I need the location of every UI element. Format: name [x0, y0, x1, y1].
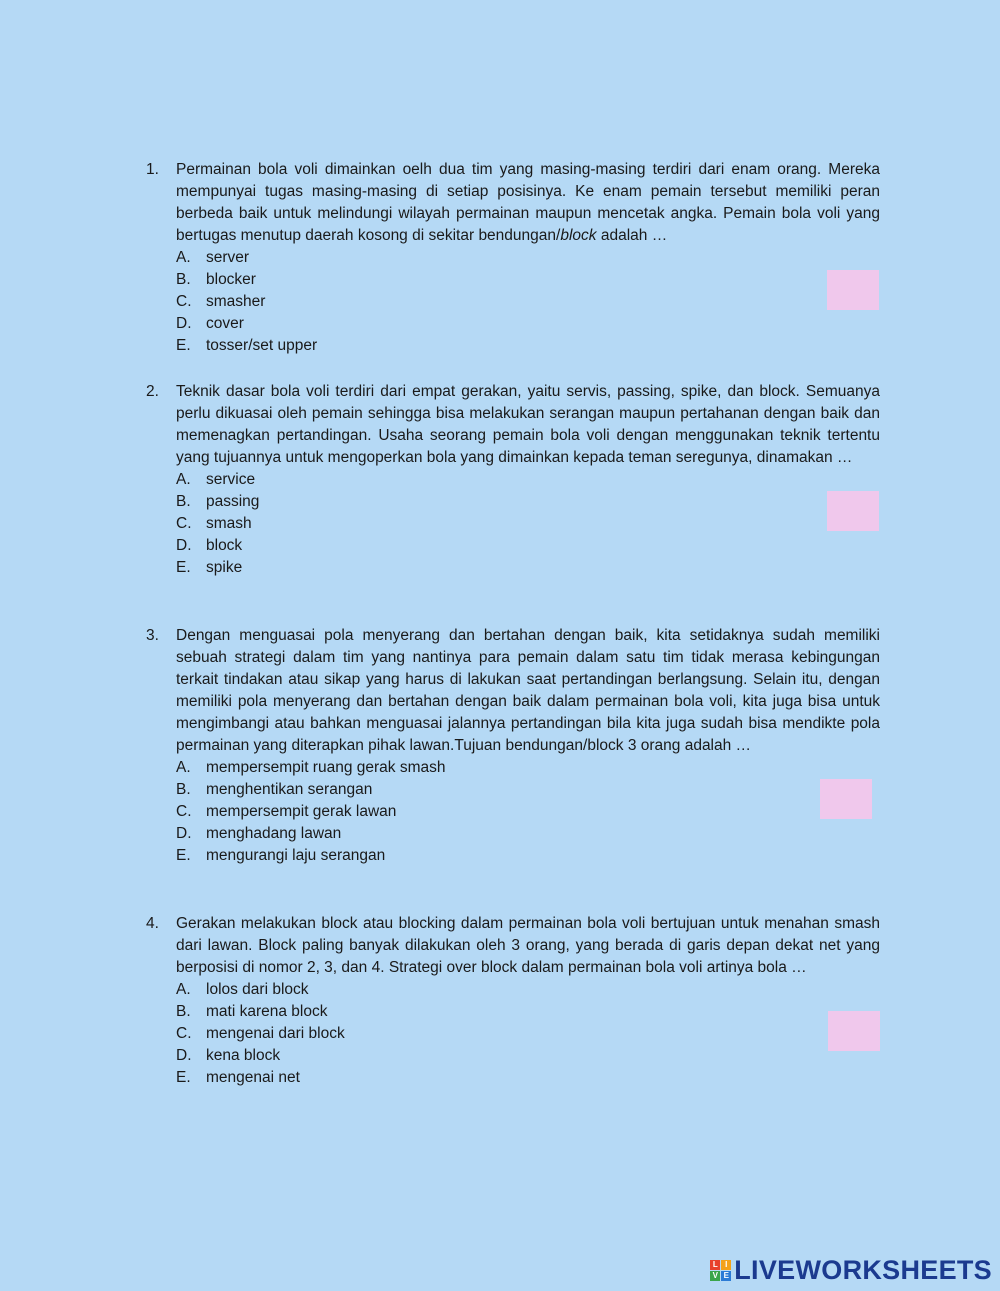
answer-input-3[interactable]: [820, 779, 872, 819]
options-list: [176, 469, 880, 579]
question-text: Teknik dasar bola voli terdiri dari empat gerakan, yaitu servis, passing, spike, dan block. Semuanya perlu dikuasai oleh pemain sehingga bisa melakukan serangan maupun pertahanan dengan baik dan memenagkan pertandingan. Usaha seorang pemain bola voli dengan menggunakan teknik tertentu yang tujuannya untuk mengoperkan bola yang dimainkan kepada teman seregunya, dinamakan …: [176, 383, 880, 466]
logo-grid-icon: L I V E: [710, 1260, 731, 1281]
option-a: A. server: [176, 249, 250, 266]
question-number: 1.: [146, 161, 159, 178]
question-number: 3.: [146, 627, 159, 644]
question-number: 2.: [146, 383, 159, 400]
option-d: D. cover: [176, 315, 244, 332]
option-d: D. kena block: [176, 1047, 281, 1064]
question-number: 4.: [146, 915, 159, 932]
answer-input-4[interactable]: [828, 1011, 880, 1051]
option-c: C. mengenai dari block: [176, 1025, 345, 1042]
option-b: B. menghentikan serangan: [176, 781, 373, 798]
option-e: E. tosser/set upper: [176, 337, 318, 354]
options-list: [176, 757, 880, 867]
option-b: B. mati karena block: [176, 1003, 328, 1020]
option-e: E. mengurangi laju serangan: [176, 847, 386, 864]
question-3: [146, 625, 880, 867]
option-a: A. service: [176, 471, 256, 488]
option-c: C. smash: [176, 515, 252, 532]
question-text: Dengan menguasai pola menyerang dan bertahan dengan baik, kita setidaknya sudah memiliki sebuah strategi dalam tim yang nantinya para pemain dalam satu tim tidak merasa kebingungan terkait tindakan atau sikap yang harus di lakukan saat pertandingan berlangsung. Selain itu, dengan memiliki pola menyerang dan bertahan dengan baik dalam permainan bola voli, kita juga bisa untuk mengimbangi atau bahkan menguasai jalannya pertandingan bila kita juga sudah bisa mendikte pola permainan yang diterapkan pihak lawan.Tujuan bendungan/block 3 orang adalah …: [176, 627, 880, 754]
options-list: [176, 979, 880, 1089]
option-d: D. block: [176, 537, 243, 554]
question-text: Permainan bola voli dimainkan oelh dua tim yang masing-masing terdiri dari enam orang. Mereka mempunyai tugas masing-masing di setiap posisinya. Ke enam pemain tersebut memiliki peran berbeda baik untuk melindungi wilayah permainan maupun mencetak angka. Pemain bola voli yang bertugas menutup daerah kosong di sekitar bendungan/block adalah …: [176, 161, 880, 244]
answer-input-1[interactable]: [827, 270, 879, 310]
liveworksheets-logo: [710, 1255, 992, 1285]
option-c: C. mempersempit gerak lawan: [176, 803, 397, 820]
option-a: A. lolos dari block: [176, 981, 309, 998]
options-list: [176, 247, 880, 357]
question-2: [146, 381, 880, 579]
option-e: E. mengenai net: [176, 1069, 300, 1086]
option-b: B. passing: [176, 493, 260, 510]
option-a: A. mempersempit ruang gerak smash: [176, 759, 446, 776]
option-d: D. menghadang lawan: [176, 825, 342, 842]
question-text: Gerakan melakukan block atau blocking dalam permainan bola voli bertujuan untuk menahan smash dari lawan. Block paling banyak dilakukan oleh 3 orang, yang berada di garis depan dekat net yang berposisi di nomor 2, 3, dan 4. Strategi over block dalam permainan bola voli artinya bola …: [176, 915, 880, 976]
logo-text: LIVEWORKSHEETS: [734, 1254, 992, 1285]
option-e: E. spike: [176, 559, 243, 576]
option-c: C. smasher: [176, 293, 266, 310]
question-1: [146, 159, 880, 357]
question-4: [146, 913, 880, 1089]
option-b: B. blocker: [176, 271, 256, 288]
answer-input-2[interactable]: [827, 491, 879, 531]
